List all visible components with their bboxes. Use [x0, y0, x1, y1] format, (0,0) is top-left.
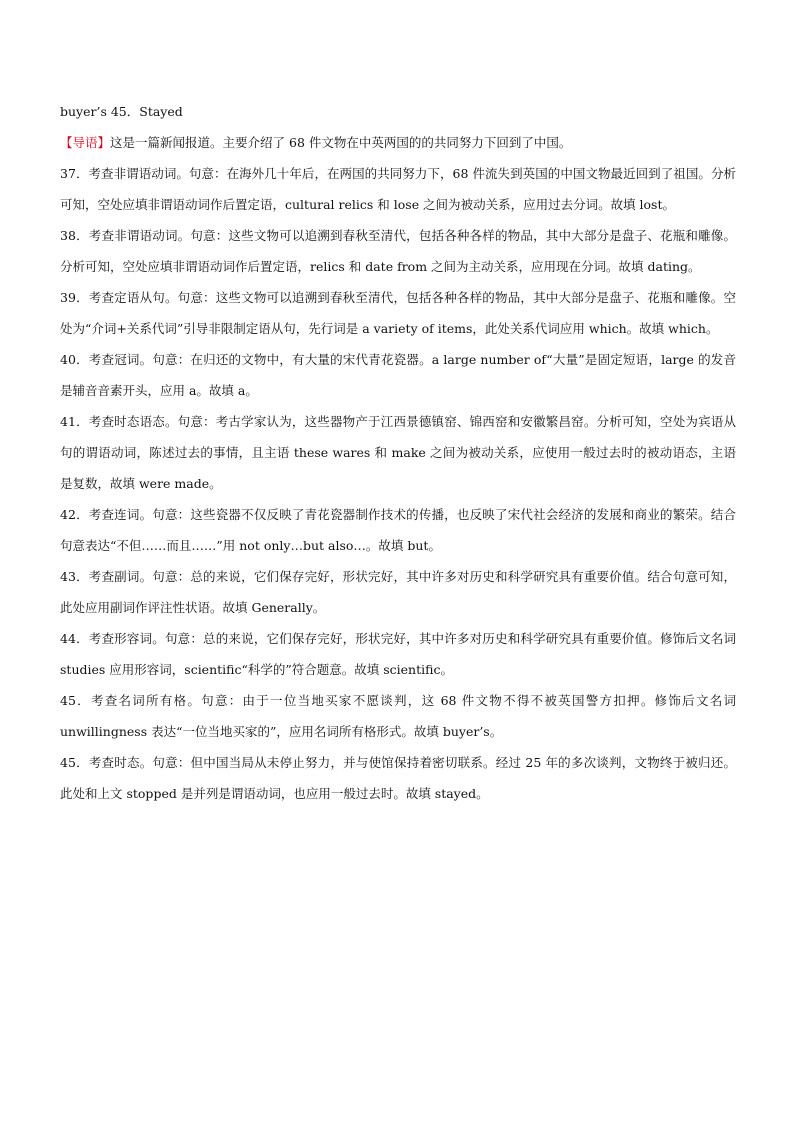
intro-text: 这是一篇新闻报道。主要介绍了 68 件文物在中英两国的的共同努力下回到了中国。 — [110, 135, 572, 150]
explanation-item: 40．考查冠词。句意：在归还的文物中，有大量的宋代青花瓷器。a large number of“大量”是固定短语，large 的发音是辅音音素开头，应用 a。故填 a。 — [60, 352, 736, 398]
intro-paragraph — [60, 127, 736, 158]
explanation-item: 42．考查连词。句意：这些瓷器不仅反映了青花瓷器制作技术的传播，也反映了宋代社会经济的发展和商业的繁荣。结合句意表达“不但……而且……”用 not only…but also…。故填 but。 — [60, 507, 736, 553]
answer-line: buyer’s 45．Stayed — [60, 104, 183, 119]
document-page — [60, 96, 736, 809]
explanation-item: 45．考查时态。句意：但中国当局从未停止努力，并与使馆保持着密切联系。经过 25 年的多次谈判，文物终于被归还。此处和上文 stopped 是并列是谓语动词，也应用一般过去时。故填 stayed。 — [60, 755, 736, 801]
explanation-item: 45．考查名词所有格。句意：由于一位当地买家不愿谈判，这 68 件文物不得不被英国警方扣押。修饰后文名词 unwillingness 表达“一位当地买家的”，应用名词所有格形式。故填 buyer’s。 — [60, 693, 736, 739]
intro-tag: 【导语】 — [60, 135, 111, 150]
explanation-item: 39．考查定语从句。句意：这些文物可以追溯到春秋至清代，包括各种各样的物品，其中大部分是盘子、花瓶和雕像。空处为“介词+关系代词”引导非限制定语从句，先行词是 a variety of items，此处关系代词应用 which。故填 which。 — [60, 290, 736, 336]
explanation-item: 41．考查时态语态。句意：考古学家认为，这些器物产于江西景德镇窑、锦西窑和安徽繁昌窑。分析可知，空处为宾语从句的谓语动词，陈述过去的事情，且主语 these wares 和 make 之间为被动关系，应使用一般过去时的被动语态，主语是复数，故填 were made。 — [60, 414, 736, 491]
explanation-item: 38．考查非谓语动词。句意：这些文物可以追溯到春秋至清代，包括各种各样的物品，其中大部分是盘子、花瓶和雕像。分析可知，空处应填非谓语动词作后置定语，relics 和 date from 之间为主动关系，应用现在分词。故填 dating。 — [60, 228, 736, 274]
explanation-item: 37．考查非谓语动词。句意：在海外几十年后，在两国的共同努力下，68 件流失到英国的中国文物最近回到了祖国。分析可知，空处应填非谓语动词作后置定语，cultural relics 和 lose 之间为被动关系，应用过去分词。故填 lost。 — [60, 166, 736, 212]
explanation-item: 43．考查副词。句意：总的来说，它们保存完好，形状完好，其中许多对历史和科学研究具有重要价值。结合句意可知，此处应用副词作评注性状语。故填 Generally。 — [60, 569, 736, 615]
explanation-item: 44．考查形容词。句意：总的来说，它们保存完好，形状完好，其中许多对历史和科学研究具有重要价值。修饰后文名词 studies 应用形容词，scientific“科学的”符合题意。故填 scientific。 — [60, 631, 736, 677]
